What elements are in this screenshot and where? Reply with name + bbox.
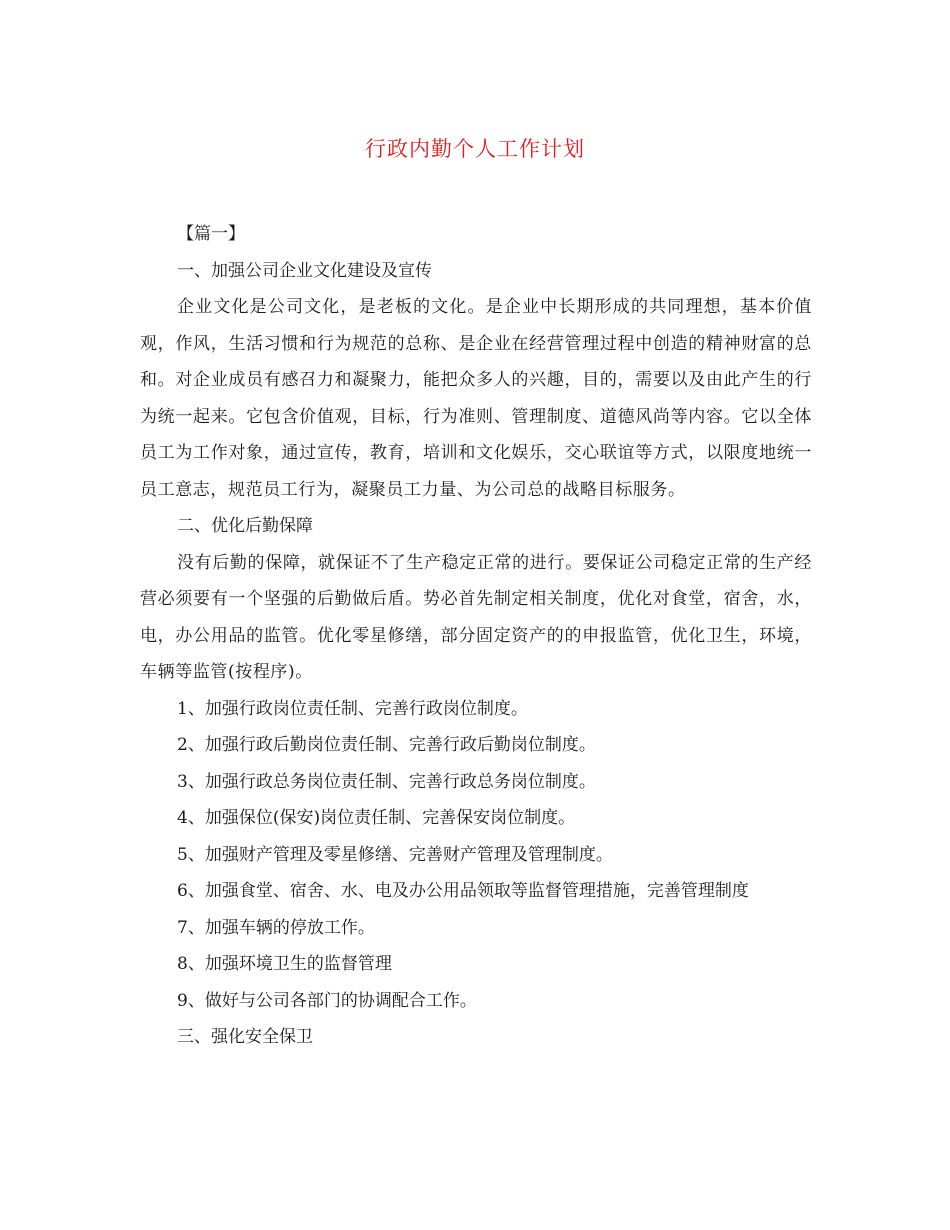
list-item-1: 1、加强行政岗位责任制、完善行政岗位制度。 [177,698,528,719]
list-item-4: 4、加强保位(保安)岗位责任制、完善保安岗位制度。 [177,808,576,828]
section-heading-3: 三、强化安全保卫 [177,1027,313,1047]
section-heading-1: 一、加强公司企业文化建设及宣传 [177,260,432,281]
list-item-8: 8、加强环境卫生的监督管理 [177,954,392,974]
list-item-2: 2、加强行政后勤岗位责任制、完善行政后勤岗位制度。 [177,735,596,755]
list-item-3: 3、加强行政总务岗位责任制、完善行政总务岗位制度。 [177,771,596,792]
list-item-6: 6、加强食堂、宿舍、水、电及办公用品领取等监督管理措施，完善管理制度 [177,881,749,901]
section-heading-2: 二、优化后勤保障 [177,516,313,536]
section-paragraph-1: 企业文化是公司文化，是老板的文化。是企业中长期形成的共同理想，基本价值观，作风，生活习惯和行为规范的总称、是企业在经营管理过程中创造的精神财富的总和。对企业成员有感召力和凝聚力，能把众多人的兴趣，目的，需要以及由此产生的行为统一起来。它包含价值观，目标，行为准则、管理制度、道德风尚等内容。它以全体员工为工作对象，通过宣传，教育，培训和文化娱乐，交心联谊等方式，以限度地统一员工意志，规范员工行为，凝聚员工力量、为公司总的战略目标服务。 [140,297,812,500]
list-item-9: 9、做好与公司各部门的协调配合工作。 [177,990,477,1011]
part-label: 【篇一】 [177,224,245,244]
document-body [140,216,812,1056]
list-item-7: 7、加强车辆的停放工作。 [177,917,375,938]
document-title: 行政内勤个人工作计划 [365,137,585,161]
section-paragraph-2: 没有后勤的保障，就保证不了生产稳定正常的进行。要保证公司稳定正常的生产经营必须要有一个坚强的后勤做后盾。势必首先制定相关制度，优化对食堂，宿舍，水，电，办公用品的监管。优化零星修缮，部分固定资产的的申报监管，优化卫生，环境，车辆等监管(按程序)。 [140,552,812,682]
list-item-5: 5、加强财产管理及零星修缮、完善财产管理及管理制度。 [177,844,613,865]
